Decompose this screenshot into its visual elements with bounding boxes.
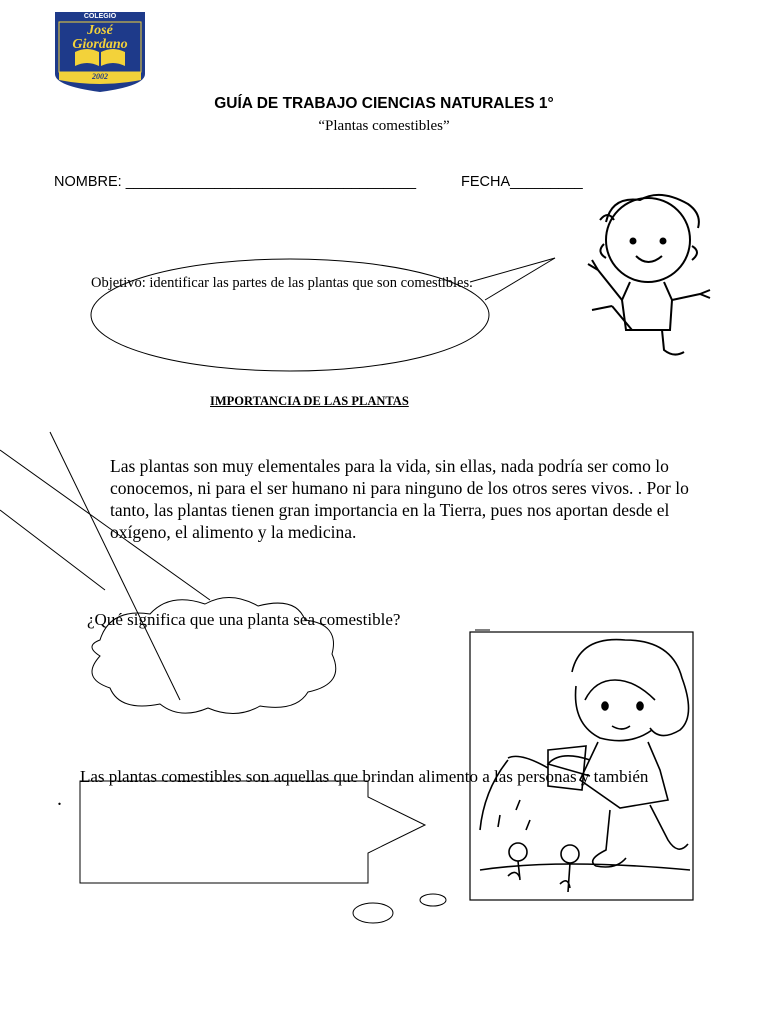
school-logo xyxy=(55,12,145,92)
logo-year: 2002 xyxy=(92,72,108,81)
logo-name-line1: José xyxy=(87,23,113,38)
stray-dot: . xyxy=(57,788,62,810)
page-subtitle: “Plantas comestibles” xyxy=(318,118,450,134)
thought-dot-small xyxy=(420,894,446,906)
arrow-box xyxy=(80,781,425,883)
question-text: ¿Qué significa que una planta sea comestible? xyxy=(87,610,401,629)
importance-paragraph: Las plantas son muy elementales para la vida, sin ellas, nada podría ser como lo conocemos, ni para el ser humano ni para ninguno de los otros seres vivos. . Por lo tanto, las plantas tienen gran importancia en la Tierra, pues nos aportan desde el oxígeno, el alimento y la medicina. xyxy=(110,456,689,542)
logo-top-text: COLEGIO xyxy=(83,13,117,20)
logo-name-line2: Giordano xyxy=(72,37,128,52)
date-field[interactable]: FECHA_________ xyxy=(461,174,583,190)
page-title: GUÍA DE TRABAJO CIENCIAS NATURALES 1° xyxy=(214,95,554,112)
thought-dot-large xyxy=(353,903,393,923)
statement-text: Las plantas comestibles son aquellas que brindan alimento a las personas y también xyxy=(80,767,649,786)
objective-text: Objetivo: identificar las partes de las plantas que son comestibles. xyxy=(91,275,473,291)
section-heading: IMPORTANCIA DE LAS PLANTAS xyxy=(210,394,409,408)
boy-illustration xyxy=(588,195,710,355)
girl-illustration xyxy=(470,632,693,900)
name-field[interactable]: NOMBRE: ____________________________________ xyxy=(54,174,417,190)
logo-name xyxy=(55,24,145,52)
